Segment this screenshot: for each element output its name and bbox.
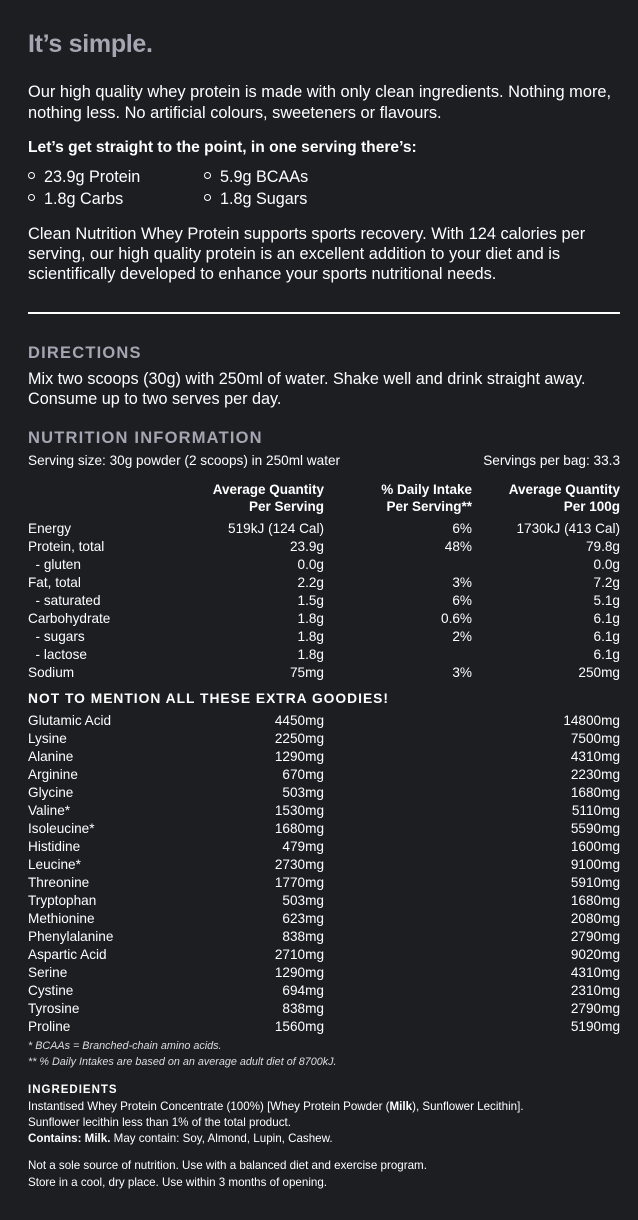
table-row [28,802,620,820]
table-row [28,982,620,1000]
per-serving-value: 838mg [282,1001,324,1016]
serving-lead: Let’s get straight to the point, in one serving there’s: [28,139,417,156]
per-serving-value: 670mg [282,767,324,782]
row-label: - saturated [28,593,101,608]
serving-size: Serving size: 30g powder (2 scoops) in 250ml water [28,453,341,468]
per-serving-value: 1.8g [297,647,324,662]
row-label: Phenylalanine [28,929,114,944]
row-label: Serine [28,965,68,980]
per-100g-value: 5.1g [593,593,620,608]
per-serving-value: 1560mg [274,1019,324,1034]
per-100g-value: 2310mg [570,983,620,998]
per-100g-value: 5190mg [570,1019,620,1034]
table-row [28,856,620,874]
daily-intake-value: 6% [452,521,472,536]
table-row [28,1000,620,1018]
row-label: Threonine [28,875,90,890]
table-row [28,730,620,748]
page-title: It’s simple. [28,30,153,58]
usage-note: Not a sole source of nutrition. Use with a balanced diet and exercise program. [28,1159,427,1172]
row-label: Leucine* [28,857,81,872]
row-label: Protein, total [28,539,105,554]
per-100g-value: 5910mg [570,875,620,890]
row-label: Proline [28,1019,71,1034]
per-100g-value: 2790mg [570,1001,620,1016]
row-label: Valine* [28,803,71,818]
table-row [28,592,620,610]
bullet-icon [204,194,211,201]
column-header-daily-intake: % Daily Intake Per Serving** [381,482,472,514]
highlight-item: 23.9g Protein [28,168,140,187]
divider [28,312,620,314]
highlight-item: 1.8g Sugars [204,190,307,209]
per-serving-value: 0.0g [297,557,324,572]
per-serving-value: 1770mg [274,875,324,890]
per-serving-value: 1290mg [274,965,324,980]
table-row [28,838,620,856]
per-serving-value: 838mg [282,929,324,944]
per-serving-value: 2.2g [297,575,324,590]
per-100g-value: 1680mg [570,893,620,908]
table-row [28,874,620,892]
table-row [28,1018,620,1036]
row-label: Carbohydrate [28,611,111,626]
footnote: ** % Daily Intakes are based on an average adult diet of 8700kJ. [28,1056,337,1068]
row-label: Glycine [28,785,74,800]
table-row [28,556,620,574]
per-serving-value: 75mg [289,665,324,680]
storage-note: Store in a cool, dry place. Use within 3 months of opening. [28,1176,328,1189]
table-row [28,946,620,964]
per-serving-value: 1290mg [274,749,324,764]
table-row [28,784,620,802]
per-100g-value: 79.8g [585,539,620,554]
per-100g-value: 5590mg [570,821,620,836]
table-row [28,520,620,538]
per-serving-value: 503mg [282,785,324,800]
per-serving-value: 519kJ (124 Cal) [228,521,324,536]
table-row [28,538,620,556]
per-100g-value: 14800mg [563,713,620,728]
table-row [28,748,620,766]
about-text: Clean Nutrition Whey Protein supports sports recovery. With 124 calories per serving, our high quality protein is an excellent addition to your diet and is scientifically developed to enhance your sports nutritional needs. [28,225,586,283]
daily-intake-value: 3% [452,665,472,680]
table-row [28,610,620,628]
bullet-icon [28,172,35,179]
row-label: - gluten [28,557,81,572]
allergen-statement: Contains: Milk. May contain: Soy, Almond, Lupin, Cashew. [28,1132,333,1145]
per-100g-value: 9100mg [570,857,620,872]
row-label: Histidine [28,839,81,854]
per-100g-value: 1600mg [570,839,620,854]
ingredients-lecithin-note: Sunflower lecithin less than 1% of the total product. [28,1116,291,1129]
per-serving-value: 23.9g [289,539,324,554]
highlight-item: 5.9g BCAAs [204,168,308,187]
per-100g-value: 2080mg [570,911,620,926]
per-serving-value: 503mg [282,893,324,908]
per-serving-value: 1680mg [274,821,324,836]
per-serving-value: 2250mg [274,731,324,746]
row-label: Aspartic Acid [28,947,107,962]
extras-heading: NOT TO MENTION ALL THESE EXTRA GOODIES! [28,691,389,706]
daily-intake-value: 48% [444,539,472,554]
column-header-per-100g: Average Quantity Per 100g [508,482,620,514]
per-serving-value: 2710mg [274,947,324,962]
per-serving-value: 1.5g [297,593,324,608]
daily-intake-value: 0.6% [441,611,472,626]
row-label: Cystine [28,983,74,998]
per-100g-value: 7500mg [570,731,620,746]
ingredients-heading: INGREDIENTS [28,1084,118,1096]
table-row [28,892,620,910]
per-serving-value: 623mg [282,911,324,926]
servings-per-bag: Servings per bag: 33.3 [483,453,620,468]
bullet-icon [204,172,211,179]
per-serving-value: 2730mg [274,857,324,872]
per-100g-value: 4310mg [570,749,620,764]
per-100g-value: 6.1g [593,647,620,662]
per-serving-value: 479mg [282,839,324,854]
per-100g-value: 5110mg [571,803,620,818]
per-100g-value: 6.1g [593,611,620,626]
per-serving-value: 4450mg [274,713,324,728]
row-label: Lysine [28,731,67,746]
table-row [28,910,620,928]
per-serving-value: 1530mg [274,803,324,818]
table-row [28,664,620,682]
table-row [28,964,620,982]
table-row [28,628,620,646]
per-100g-value: 1680mg [570,785,620,800]
per-100g-value: 4310mg [570,965,620,980]
table-row [28,928,620,946]
directions-heading: DIRECTIONS [28,344,142,362]
row-label: Alanine [28,749,74,764]
footnote: * BCAAs = Branched-chain amino acids. [28,1040,222,1052]
daily-intake-value: 6% [452,593,472,608]
per-100g-value: 7.2g [593,575,620,590]
per-100g-value: 250mg [578,665,620,680]
row-label: Fat, total [28,575,81,590]
per-100g-value: 2790mg [570,929,620,944]
row-label: - lactose [28,647,87,662]
per-100g-value: 1730kJ (413 Cal) [516,521,620,536]
table-row [28,646,620,664]
per-serving-value: 1.8g [297,611,324,626]
row-label: Energy [28,521,72,536]
directions-text: Mix two scoops (30g) with 250ml of water. Shake well and drink straight away. Consume up to two serves per day. [28,370,586,408]
per-100g-value: 6.1g [593,629,620,644]
table-row [28,574,620,592]
ingredients-text: Instantised Whey Protein Concentrate (100%) [Whey Protein Powder (Milk), Sunflower Lecithin]. [28,1100,524,1113]
row-label: Arginine [28,767,78,782]
per-100g-value: 9020mg [570,947,620,962]
table-row [28,820,620,838]
intro-text: Our high quality whey protein is made with only clean ingredients. Nothing more, nothing less. No artificial colours, sweeteners or flavours. [28,83,612,122]
row-label: - sugars [28,629,85,644]
bullet-icon [28,194,35,201]
nutrition-heading: NUTRITION INFORMATION [28,429,263,447]
row-label: Tryptophan [28,893,97,908]
row-label: Isoleucine* [28,821,95,836]
row-label: Methionine [28,911,95,926]
column-header-per-serving: Average Quantity Per Serving [212,482,324,514]
per-serving-value: 1.8g [297,629,324,644]
per-serving-value: 694mg [282,983,324,998]
highlight-item: 1.8g Carbs [28,190,123,209]
table-row [28,712,620,730]
daily-intake-value: 2% [452,629,472,644]
daily-intake-value: 3% [452,575,472,590]
row-label: Tyrosine [28,1001,80,1016]
per-100g-value: 2230mg [570,767,620,782]
row-label: Sodium [28,665,75,680]
table-row [28,766,620,784]
per-100g-value: 0.0g [593,557,620,572]
row-label: Glutamic Acid [28,713,112,728]
